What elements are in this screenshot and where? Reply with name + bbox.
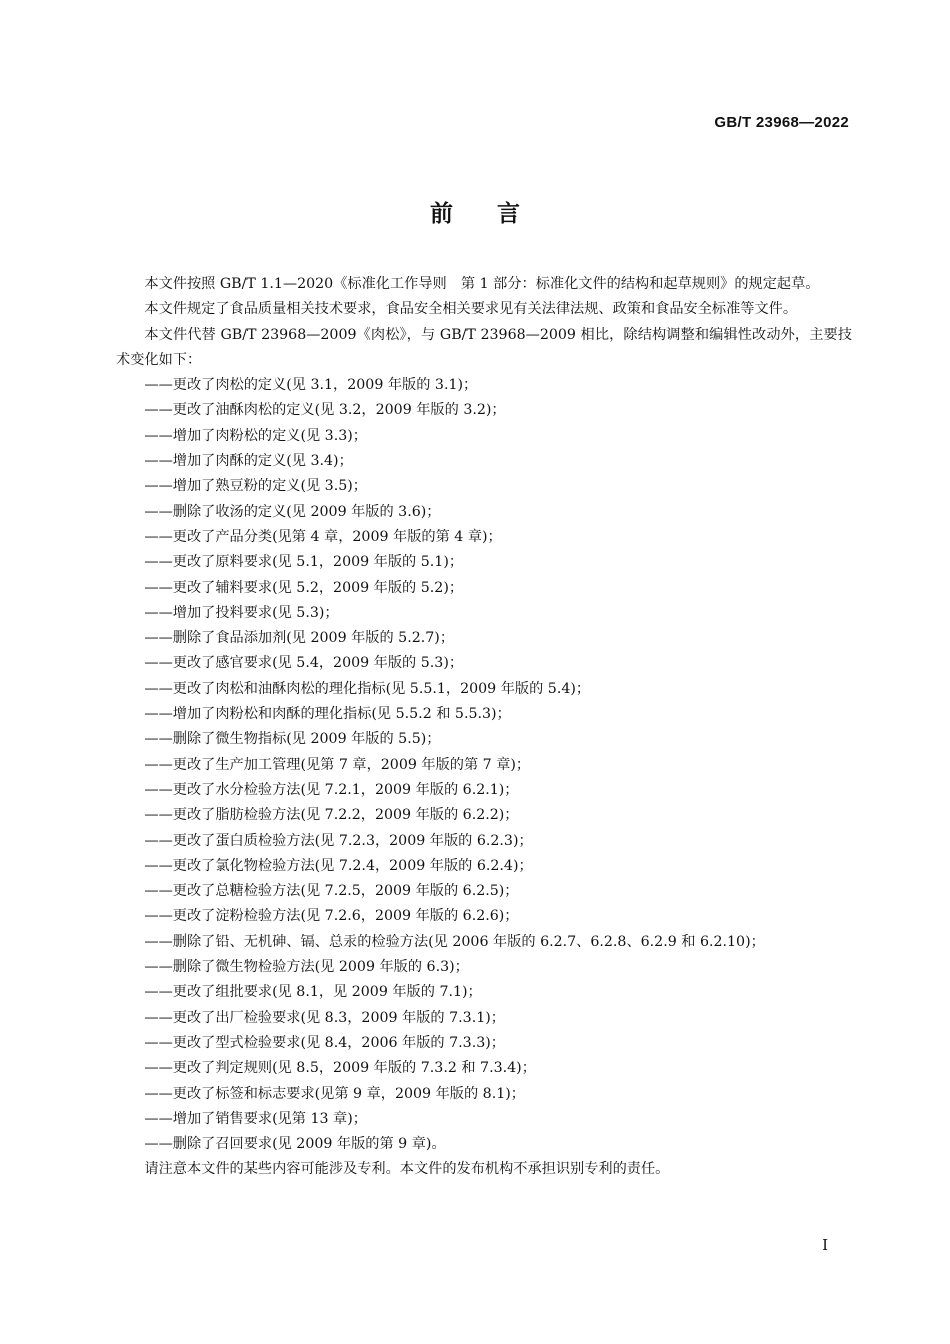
list-item: ——增加了熟豆粉的定义(见 3.5)； <box>144 478 367 495</box>
intro-paragraph-scope: 本文件规定了食品质量相关技术要求，食品安全相关要求见有关法律法规、政策和食品安全标准等文件。 <box>144 301 798 318</box>
patent-notice: 请注意本文件的某些内容可能涉及专利。本文件的发布机构不承担识别专利的责任。 <box>144 1161 670 1178</box>
list-item: ——更改了型式检验要求(见 8.4，2006 年版的 7.3.3)； <box>144 1034 505 1051</box>
document-body <box>116 272 852 1183</box>
list-item: ——更改了总糖检验方法(见 7.2.5，2009 年版的 6.2.5)； <box>144 883 519 900</box>
list-item: ——更改了肉松和油酥肉松的理化指标(见 5.5.1，2009 年版的 5.4)； <box>144 680 591 697</box>
list-item: ——删除了收汤的定义(见 2009 年版的 3.6)； <box>144 503 441 520</box>
list-item: ——增加了投料要求(见 5.3)； <box>144 604 339 621</box>
list-item: ——更改了感官要求(见 5.4，2009 年版的 5.3)； <box>144 655 464 672</box>
list-item: ——增加了肉粉松的定义(见 3.3)； <box>144 427 367 444</box>
list-item: ——更改了脂肪检验方法(见 7.2.2，2009 年版的 6.2.2)； <box>144 807 519 824</box>
list-item: ——更改了生产加工管理(见第 7 章，2009 年版的第 7 章)； <box>144 756 531 773</box>
intro-paragraph-replacement: 本文件代替 GB/T 23968—2009《肉松》，与 GB/T 23968—2009 相比，除结构调整和编辑性改动外，主要技术变化如下： <box>116 326 852 368</box>
list-item: ——更改了油酥肉松的定义(见 3.2，2009 年版的 3.2)； <box>144 402 506 419</box>
list-item: ——更改了肉松的定义(见 3.1，2009 年版的 3.1)； <box>144 377 478 394</box>
list-item: ——更改了出厂检验要求(见 8.3，2009 年版的 7.3.1)； <box>144 1009 505 1026</box>
intro-paragraph-drafting: 本文件按照 GB/T 1.1—2020《标准化工作导则 第 1 部分：标准化文件的结构和起草规则》的规定起草。 <box>144 276 820 292</box>
list-item: ——删除了微生物指标(见 2009 年版的 5.5)； <box>144 731 441 748</box>
technical-changes-list <box>116 373 852 1157</box>
list-item: ——更改了组批要求(见 8.1，见 2009 年版的 7.1)； <box>144 984 482 1001</box>
list-item: ——更改了淀粉检验方法(见 7.2.6，2009 年版的 6.2.6)； <box>144 908 519 925</box>
list-item: ——增加了肉粉松和肉酥的理化指标(见 5.5.2 和 5.5.3)； <box>144 706 511 723</box>
list-item: ——更改了产品分类(见第 4 章，2009 年版的第 4 章)； <box>144 528 502 545</box>
list-item: ——更改了水分检验方法(见 7.2.1，2009 年版的 6.2.1)； <box>144 781 519 798</box>
list-item: ——删除了召回要求(见 2009 年版的第 9 章)。 <box>144 1136 446 1153</box>
list-item: ——更改了氯化物检验方法(见 7.2.4，2009 年版的 6.2.4)； <box>144 857 533 874</box>
list-item: ——增加了肉酥的定义(见 3.4)； <box>144 453 353 470</box>
list-item: ——删除了微生物检验方法(见 2009 年版的 6.3)； <box>144 959 469 976</box>
list-item: ——更改了原料要求(见 5.1，2009 年版的 5.1)； <box>144 554 464 571</box>
list-item: ——删除了铅、无机砷、镉、总汞的检验方法(见 2006 年版的 6.2.7、6.2.8、6.2.9 和 6.2.10)； <box>144 933 765 950</box>
list-item: ——更改了标签和标志要求(见第 9 章，2009 年版的 8.1)； <box>144 1085 525 1102</box>
list-item: ——更改了辅料要求(见 5.2，2009 年版的 5.2)； <box>144 579 464 596</box>
page-number: I <box>822 1236 828 1254</box>
page-title: 前言 <box>430 201 564 227</box>
list-item: ——删除了食品添加剂(见 2009 年版的 5.2.7)； <box>144 630 455 647</box>
list-item: ——增加了销售要求(见第 13 章)； <box>144 1110 367 1127</box>
list-item: ——更改了蛋白质检验方法(见 7.2.3，2009 年版的 6.2.3)； <box>144 832 533 849</box>
standard-number: GB/T 23968—2022 <box>714 114 849 131</box>
list-item: ——更改了判定规则(见 8.5，2009 年版的 7.3.2 和 7.3.4)； <box>144 1060 536 1077</box>
